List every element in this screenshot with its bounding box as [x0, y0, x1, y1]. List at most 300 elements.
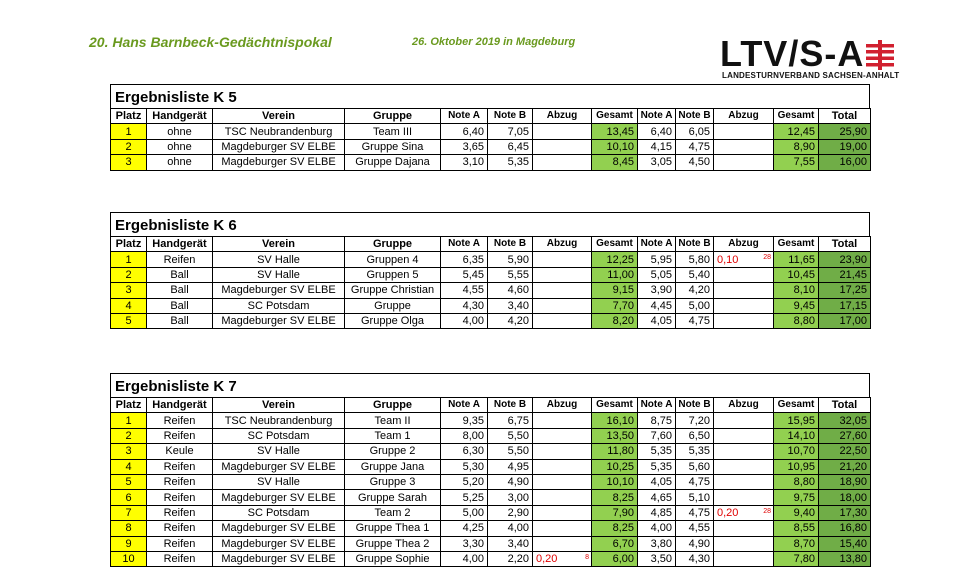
cell-note-a: 8,00 — [441, 428, 488, 443]
cell-note-b-2: 7,20 — [676, 413, 714, 428]
col-gesamt-2: Gesamt — [774, 109, 819, 124]
results-table — [110, 108, 871, 171]
cell-note-a: 4,55 — [441, 283, 488, 298]
table-row — [111, 139, 871, 154]
table-row — [111, 551, 871, 566]
cell-gesamt: 13,45 — [592, 124, 638, 139]
cell-total: 16,80 — [819, 521, 871, 536]
cell-total: 32,05 — [819, 413, 871, 428]
cell-note-a: 6,40 — [441, 124, 488, 139]
cell-verein: Magdeburger SV ELBE — [213, 551, 345, 566]
cell-handgeraet: Reifen — [147, 252, 213, 267]
cell-note-b-2: 6,05 — [676, 124, 714, 139]
table-row — [111, 313, 871, 328]
cell-note-a-2: 5,95 — [638, 252, 676, 267]
cell-note-a: 9,35 — [441, 413, 488, 428]
cell-platz: 9 — [111, 536, 147, 551]
cell-note-b: 6,45 — [488, 139, 533, 154]
cell-gruppe: Gruppe 3 — [345, 474, 441, 489]
cell-platz: 2 — [111, 428, 147, 443]
cell-note-a-2: 7,60 — [638, 428, 676, 443]
table-row — [111, 459, 871, 474]
cell-gesamt-2: 10,95 — [774, 459, 819, 474]
cell-note-a-2: 4,65 — [638, 490, 676, 505]
cell-gruppe: Gruppe Thea 1 — [345, 521, 441, 536]
cell-verein: Magdeburger SV ELBE — [213, 283, 345, 298]
cell-abzug-2 — [714, 444, 774, 459]
penalty-note: 28 — [763, 507, 771, 515]
cell-gruppe: Team 2 — [345, 505, 441, 520]
cell-gesamt: 10,10 — [592, 474, 638, 489]
col-total: Total — [819, 109, 871, 124]
cell-gesamt: 16,10 — [592, 413, 638, 428]
col-gesamt-2: Gesamt — [774, 237, 819, 252]
cell-abzug — [533, 252, 592, 267]
cell-abzug-2 — [714, 155, 774, 170]
col-note-b: Note B — [488, 109, 533, 124]
cell-handgeraet: Reifen — [147, 474, 213, 489]
cell-abzug — [533, 490, 592, 505]
cell-abzug-2 — [714, 252, 774, 267]
col-abzug: Abzug — [533, 109, 592, 124]
results-table — [110, 236, 871, 329]
table-row — [111, 490, 871, 505]
cell-total: 19,00 — [819, 139, 871, 154]
cell-verein: Magdeburger SV ELBE — [213, 155, 345, 170]
cell-gesamt: 12,25 — [592, 252, 638, 267]
cell-note-b: 2,20 — [488, 551, 533, 566]
cell-total: 22,50 — [819, 444, 871, 459]
cell-note-a: 4,00 — [441, 313, 488, 328]
cell-abzug-2 — [714, 139, 774, 154]
cell-total: 18,00 — [819, 490, 871, 505]
cell-note-b: 4,00 — [488, 521, 533, 536]
cell-verein: SV Halle — [213, 267, 345, 282]
cell-handgeraet: ohne — [147, 155, 213, 170]
cell-abzug — [533, 536, 592, 551]
penalty-note: 8 — [585, 553, 589, 561]
cell-gesamt: 11,00 — [592, 267, 638, 282]
cell-note-b-2: 5,35 — [676, 444, 714, 459]
cell-total: 21,20 — [819, 459, 871, 474]
cell-verein: Magdeburger SV ELBE — [213, 313, 345, 328]
ltvsa-logo — [720, 33, 900, 83]
cell-handgeraet: Reifen — [147, 551, 213, 566]
col-platz: Platz — [111, 109, 147, 124]
cell-note-b: 5,50 — [488, 428, 533, 443]
cell-platz: 1 — [111, 252, 147, 267]
cell-note-b: 4,60 — [488, 283, 533, 298]
table-row — [111, 428, 871, 443]
penalty-note: 28 — [763, 254, 771, 262]
col-note-a-2: Note A — [638, 109, 676, 124]
cell-note-b-2: 5,60 — [676, 459, 714, 474]
event-date: 26. Oktober 2019 in Magdeburg — [412, 36, 576, 48]
col-verein: Verein — [213, 237, 345, 252]
cell-handgeraet: Keule — [147, 444, 213, 459]
penalty-value: 0,20 — [717, 506, 739, 519]
col-gruppe: Gruppe — [345, 109, 441, 124]
col-gesamt: Gesamt — [592, 398, 638, 413]
cell-note-b: 5,90 — [488, 252, 533, 267]
cell-gesamt: 11,80 — [592, 444, 638, 459]
cell-note-a-2: 8,75 — [638, 413, 676, 428]
table-row — [111, 505, 871, 520]
cell-note-a: 6,35 — [441, 252, 488, 267]
cell-handgeraet: Ball — [147, 313, 213, 328]
cell-gesamt: 10,10 — [592, 139, 638, 154]
cell-gesamt-2: 7,55 — [774, 155, 819, 170]
cell-note-a-2: 3,05 — [638, 155, 676, 170]
cell-note-b-2: 4,50 — [676, 155, 714, 170]
col-platz: Platz — [111, 398, 147, 413]
cell-gesamt-2: 8,90 — [774, 139, 819, 154]
cell-note-b-2: 5,10 — [676, 490, 714, 505]
cell-total: 17,25 — [819, 283, 871, 298]
cell-platz: 4 — [111, 298, 147, 313]
cell-platz: 8 — [111, 521, 147, 536]
cell-handgeraet: Reifen — [147, 413, 213, 428]
cell-gruppe: Gruppe 2 — [345, 444, 441, 459]
col-gesamt-2: Gesamt — [774, 398, 819, 413]
cell-verein: SC Potsdam — [213, 428, 345, 443]
header-row — [111, 237, 871, 252]
cell-abzug-2 — [714, 413, 774, 428]
cell-total: 27,60 — [819, 428, 871, 443]
cell-gruppe: Gruppe Dajana — [345, 155, 441, 170]
cell-abzug — [533, 551, 592, 566]
cell-total: 17,30 — [819, 505, 871, 520]
cell-handgeraet: Ball — [147, 298, 213, 313]
cell-gesamt-2: 8,80 — [774, 474, 819, 489]
cell-total: 25,90 — [819, 124, 871, 139]
cell-platz: 5 — [111, 474, 147, 489]
cell-handgeraet: Reifen — [147, 459, 213, 474]
cell-gruppe: Team II — [345, 413, 441, 428]
table-row — [111, 252, 871, 267]
col-total: Total — [819, 237, 871, 252]
cell-note-b: 2,90 — [488, 505, 533, 520]
cell-note-b: 3,40 — [488, 536, 533, 551]
cell-note-b-2: 4,20 — [676, 283, 714, 298]
cell-gruppe: Gruppen 5 — [345, 267, 441, 282]
cell-platz: 10 — [111, 551, 147, 566]
table-row — [111, 474, 871, 489]
cell-total: 21,45 — [819, 267, 871, 282]
cell-abzug — [533, 267, 592, 282]
cell-note-a: 4,30 — [441, 298, 488, 313]
col-note-b-2: Note B — [676, 237, 714, 252]
cell-note-b-2: 4,90 — [676, 536, 714, 551]
cell-note-b: 3,00 — [488, 490, 533, 505]
cell-gesamt: 7,70 — [592, 298, 638, 313]
col-total: Total — [819, 398, 871, 413]
cell-abzug — [533, 413, 592, 428]
cell-gesamt-2: 7,80 — [774, 551, 819, 566]
cell-note-a: 6,30 — [441, 444, 488, 459]
cell-platz: 1 — [111, 124, 147, 139]
cell-handgeraet: Reifen — [147, 536, 213, 551]
cell-handgeraet: Ball — [147, 283, 213, 298]
cell-total: 17,00 — [819, 313, 871, 328]
cell-note-b-2: 5,80 — [676, 252, 714, 267]
cell-verein: SV Halle — [213, 252, 345, 267]
cell-note-a: 3,30 — [441, 536, 488, 551]
col-note-a: Note A — [441, 237, 488, 252]
header-row — [111, 109, 871, 124]
cell-platz: 2 — [111, 267, 147, 282]
col-abzug: Abzug — [533, 398, 592, 413]
cell-gruppe: Gruppe Sarah — [345, 490, 441, 505]
cell-verein: SC Potsdam — [213, 298, 345, 313]
cell-gesamt-2: 8,70 — [774, 536, 819, 551]
cell-platz: 1 — [111, 413, 147, 428]
cell-note-a-2: 4,00 — [638, 521, 676, 536]
cell-note-b-2: 6,50 — [676, 428, 714, 443]
cell-platz: 3 — [111, 444, 147, 459]
cell-abzug-2 — [714, 505, 774, 520]
cell-platz: 4 — [111, 459, 147, 474]
cell-gruppe: Gruppe Sina — [345, 139, 441, 154]
cell-abzug-2 — [714, 298, 774, 313]
cell-platz: 7 — [111, 505, 147, 520]
cell-abzug-2 — [714, 459, 774, 474]
cell-note-a: 3,65 — [441, 139, 488, 154]
col-gruppe: Gruppe — [345, 398, 441, 413]
cell-platz: 3 — [111, 283, 147, 298]
col-gesamt: Gesamt — [592, 109, 638, 124]
cell-gesamt-2: 10,45 — [774, 267, 819, 282]
cell-verein: TSC Neubrandenburg — [213, 413, 345, 428]
cell-gesamt-2: 12,45 — [774, 124, 819, 139]
cell-gesamt: 8,20 — [592, 313, 638, 328]
cell-note-a-2: 3,80 — [638, 536, 676, 551]
logo-emblem-icon — [864, 40, 896, 70]
cell-handgeraet: Reifen — [147, 428, 213, 443]
col-note-a: Note A — [441, 109, 488, 124]
cell-platz: 2 — [111, 139, 147, 154]
cell-gesamt-2: 8,10 — [774, 283, 819, 298]
col-note-b-2: Note B — [676, 109, 714, 124]
cell-platz: 3 — [111, 155, 147, 170]
cell-total: 13,80 — [819, 551, 871, 566]
cell-note-b-2: 4,75 — [676, 505, 714, 520]
table-row — [111, 444, 871, 459]
cell-note-b-2: 4,75 — [676, 313, 714, 328]
cell-note-b-2: 5,40 — [676, 267, 714, 282]
cell-abzug-2 — [714, 124, 774, 139]
cell-abzug — [533, 474, 592, 489]
cell-handgeraet: Reifen — [147, 505, 213, 520]
cell-note-b: 5,35 — [488, 155, 533, 170]
cell-gruppe: Gruppe Olga — [345, 313, 441, 328]
cell-note-a-2: 4,85 — [638, 505, 676, 520]
cell-gruppe: Gruppe Jana — [345, 459, 441, 474]
cell-verein: Magdeburger SV ELBE — [213, 459, 345, 474]
cell-gruppe: Gruppe Thea 2 — [345, 536, 441, 551]
cell-note-a: 4,00 — [441, 551, 488, 566]
section-title: Ergebnisliste K 5 — [110, 84, 870, 108]
cell-note-a: 5,45 — [441, 267, 488, 282]
cell-note-b: 4,90 — [488, 474, 533, 489]
cell-note-a: 5,25 — [441, 490, 488, 505]
cell-total: 15,40 — [819, 536, 871, 551]
cell-note-a: 5,30 — [441, 459, 488, 474]
cell-handgeraet: ohne — [147, 139, 213, 154]
cell-abzug — [533, 428, 592, 443]
cell-abzug — [533, 124, 592, 139]
cell-gruppe: Team 1 — [345, 428, 441, 443]
cell-abzug-2 — [714, 283, 774, 298]
result-section-k7 — [110, 373, 870, 567]
cell-note-a-2: 3,50 — [638, 551, 676, 566]
cell-gesamt: 8,25 — [592, 521, 638, 536]
table-row — [111, 298, 871, 313]
cell-note-a-2: 5,35 — [638, 444, 676, 459]
cell-verein: SV Halle — [213, 474, 345, 489]
cell-note-a-2: 5,35 — [638, 459, 676, 474]
col-handgeraet: Handgerät — [147, 398, 213, 413]
cell-abzug-2 — [714, 267, 774, 282]
cell-note-a: 5,20 — [441, 474, 488, 489]
cell-handgeraet: ohne — [147, 124, 213, 139]
col-verein: Verein — [213, 398, 345, 413]
cell-abzug-2 — [714, 490, 774, 505]
cell-gesamt-2: 9,75 — [774, 490, 819, 505]
cell-handgeraet: Reifen — [147, 490, 213, 505]
cell-note-a-2: 5,05 — [638, 267, 676, 282]
cell-platz: 5 — [111, 313, 147, 328]
cell-gesamt-2: 8,55 — [774, 521, 819, 536]
penalty-value: 0,10 — [717, 253, 739, 266]
table-row — [111, 283, 871, 298]
cell-abzug — [533, 459, 592, 474]
cell-gesamt-2: 15,95 — [774, 413, 819, 428]
cell-gesamt-2: 8,80 — [774, 313, 819, 328]
cell-verein: TSC Neubrandenburg — [213, 124, 345, 139]
header-row — [111, 398, 871, 413]
cell-abzug-2 — [714, 536, 774, 551]
cell-verein: Magdeburger SV ELBE — [213, 490, 345, 505]
col-abzug-2: Abzug — [714, 109, 774, 124]
cell-gesamt-2: 14,10 — [774, 428, 819, 443]
result-section-k6 — [110, 212, 870, 329]
cell-verein: SC Potsdam — [213, 505, 345, 520]
cell-abzug — [533, 444, 592, 459]
cell-note-a: 5,00 — [441, 505, 488, 520]
cell-note-a-2: 4,05 — [638, 313, 676, 328]
logo-subtitle: LANDESTURNVERBAND SACHSEN-ANHALT — [722, 71, 900, 80]
cell-note-b-2: 5,00 — [676, 298, 714, 313]
cell-platz: 6 — [111, 490, 147, 505]
cell-gesamt-2: 10,70 — [774, 444, 819, 459]
cell-note-b: 3,40 — [488, 298, 533, 313]
cell-gesamt: 7,90 — [592, 505, 638, 520]
cell-total: 23,90 — [819, 252, 871, 267]
col-note-a-2: Note A — [638, 398, 676, 413]
table-row — [111, 267, 871, 282]
cell-note-a-2: 4,15 — [638, 139, 676, 154]
col-gruppe: Gruppe — [345, 237, 441, 252]
col-note-a-2: Note A — [638, 237, 676, 252]
col-handgeraet: Handgerät — [147, 109, 213, 124]
table-row — [111, 521, 871, 536]
col-verein: Verein — [213, 109, 345, 124]
col-abzug-2: Abzug — [714, 398, 774, 413]
cell-note-a-2: 4,05 — [638, 474, 676, 489]
penalty-value: 0,20 — [536, 553, 558, 566]
cell-note-b: 5,55 — [488, 267, 533, 282]
cell-gesamt: 13,50 — [592, 428, 638, 443]
cell-note-b-2: 4,75 — [676, 139, 714, 154]
cell-note-a: 3,10 — [441, 155, 488, 170]
cell-gesamt-2: 9,45 — [774, 298, 819, 313]
cell-total: 18,90 — [819, 474, 871, 489]
cell-note-b-2: 4,30 — [676, 551, 714, 566]
table-row — [111, 155, 871, 170]
cell-abzug — [533, 298, 592, 313]
results-table — [110, 397, 871, 567]
cell-gesamt: 6,00 — [592, 551, 638, 566]
cell-gruppe: Gruppe Sophie — [345, 551, 441, 566]
cell-note-a-2: 3,90 — [638, 283, 676, 298]
cell-abzug-2 — [714, 313, 774, 328]
col-note-b: Note B — [488, 237, 533, 252]
cell-note-a-2: 6,40 — [638, 124, 676, 139]
logo-text: LTV/S-A — [720, 33, 865, 74]
section-title: Ergebnisliste K 7 — [110, 373, 870, 397]
cell-verein: Magdeburger SV ELBE — [213, 139, 345, 154]
cell-gesamt: 8,25 — [592, 490, 638, 505]
col-handgeraet: Handgerät — [147, 237, 213, 252]
cell-verein: Magdeburger SV ELBE — [213, 536, 345, 551]
section-title: Ergebnisliste K 6 — [110, 212, 870, 236]
cell-note-b-2: 4,75 — [676, 474, 714, 489]
cell-note-b: 5,50 — [488, 444, 533, 459]
cell-gruppe: Gruppen 4 — [345, 252, 441, 267]
cell-abzug — [533, 283, 592, 298]
col-note-b-2: Note B — [676, 398, 714, 413]
cell-gesamt: 9,15 — [592, 283, 638, 298]
cell-note-a-2: 4,45 — [638, 298, 676, 313]
cell-note-b: 4,20 — [488, 313, 533, 328]
table-row — [111, 536, 871, 551]
col-note-b: Note B — [488, 398, 533, 413]
cell-note-b-2: 4,55 — [676, 521, 714, 536]
cell-handgeraet: Ball — [147, 267, 213, 282]
cell-gruppe: Gruppe — [345, 298, 441, 313]
cell-abzug-2 — [714, 551, 774, 566]
cell-verein: SV Halle — [213, 444, 345, 459]
col-abzug-2: Abzug — [714, 237, 774, 252]
cell-gruppe: Team III — [345, 124, 441, 139]
cell-abzug — [533, 155, 592, 170]
result-section-k5 — [110, 84, 870, 171]
col-platz: Platz — [111, 237, 147, 252]
col-gesamt: Gesamt — [592, 237, 638, 252]
cell-note-b: 7,05 — [488, 124, 533, 139]
event-title: 20. Hans Barnbeck-Gedächtnispokal — [89, 34, 332, 50]
cell-abzug-2 — [714, 474, 774, 489]
cell-abzug — [533, 521, 592, 536]
cell-note-a: 4,25 — [441, 521, 488, 536]
cell-abzug — [533, 505, 592, 520]
cell-verein: Magdeburger SV ELBE — [213, 521, 345, 536]
cell-abzug-2 — [714, 428, 774, 443]
cell-gesamt-2: 11,65 — [774, 252, 819, 267]
cell-abzug — [533, 313, 592, 328]
cell-gesamt-2: 9,40 — [774, 505, 819, 520]
